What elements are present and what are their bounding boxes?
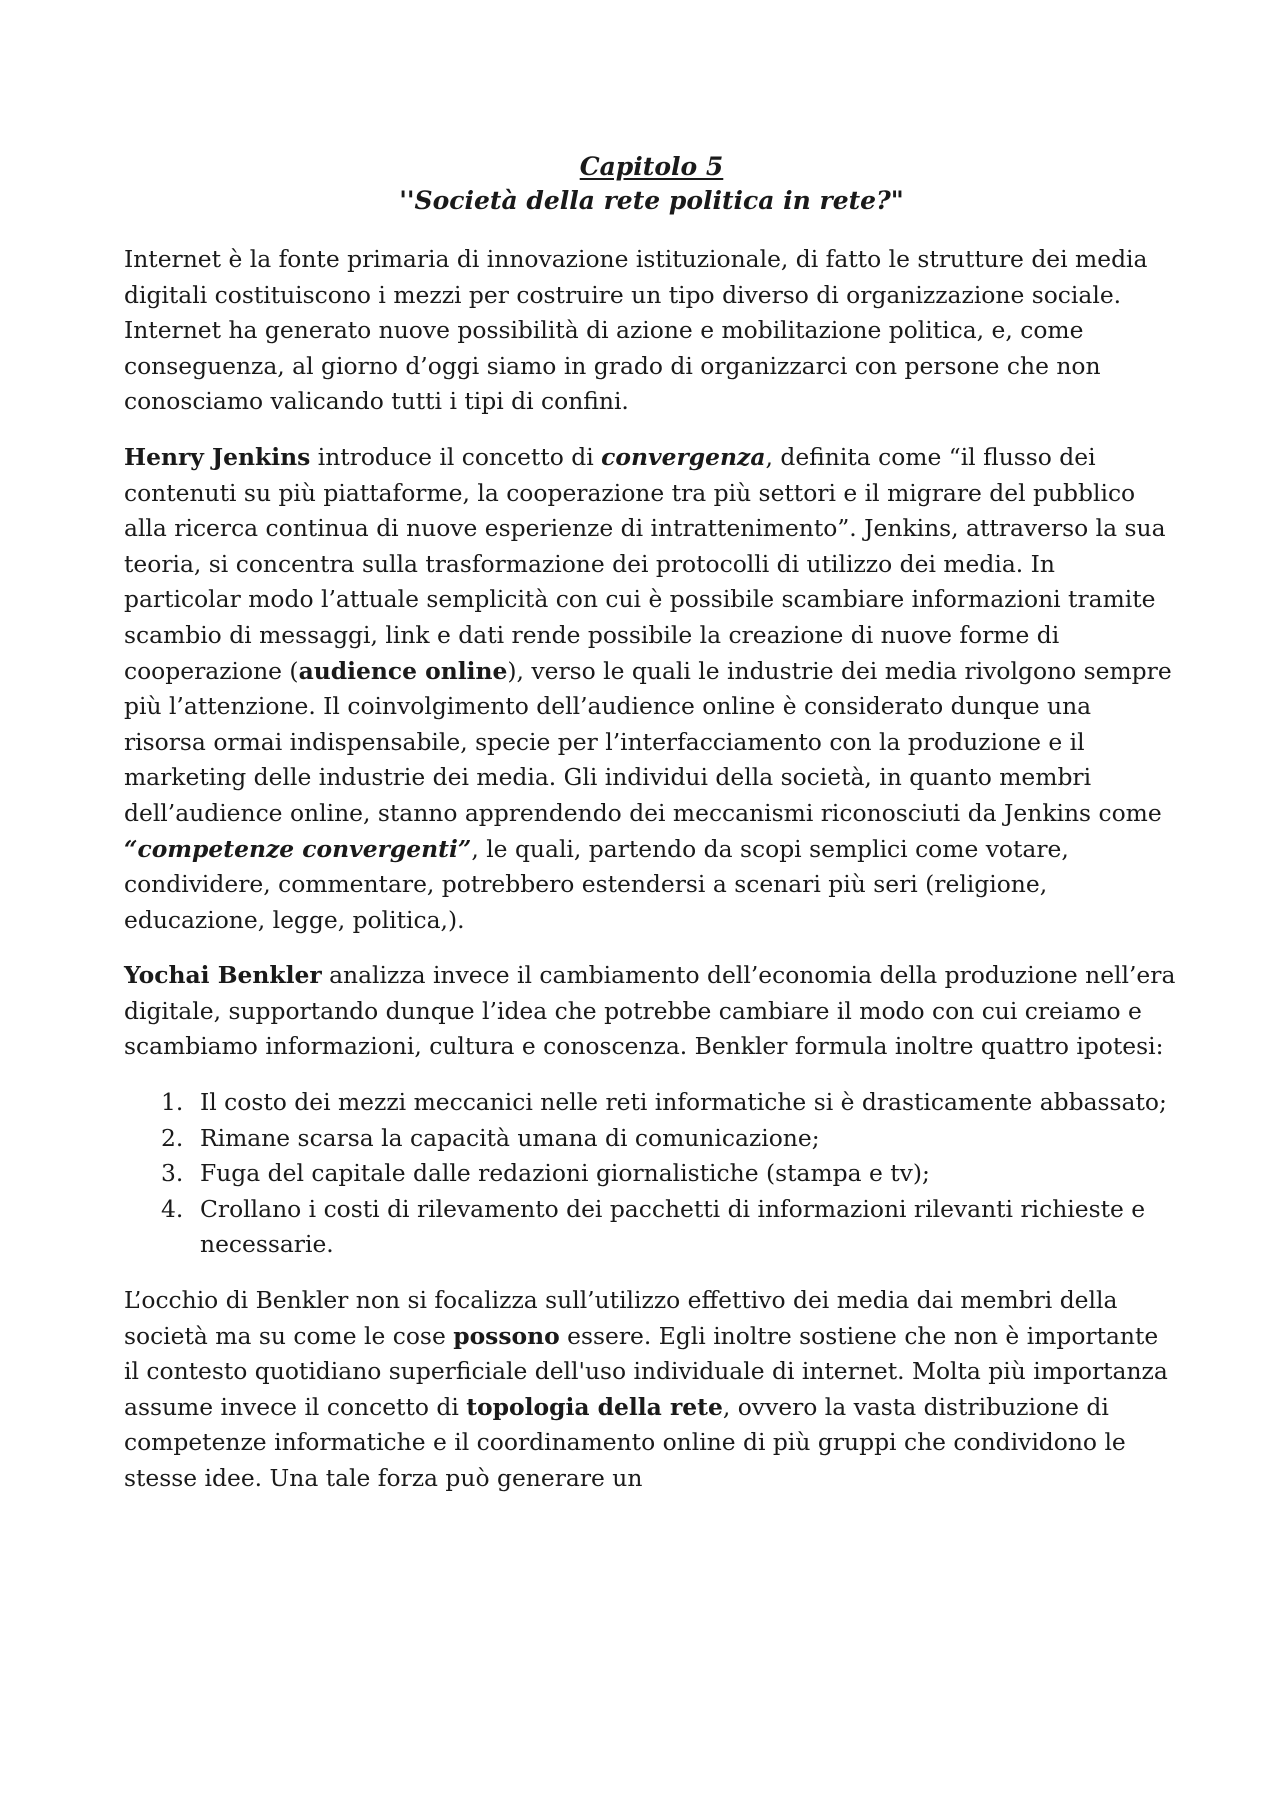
paragraph-text: L’occhio di Benkler non si focalizza sull’utilizzo effettivo dei media dai membri della società ma su come le cose — [124, 1286, 1118, 1350]
list-number: 2. — [161, 1123, 184, 1152]
paragraph-text: , le quali, partendo da scopi semplici come votare, condividere, commentare, potrebbero estendersi a scenari più seri (religione, educazione, legge, politica,). — [124, 834, 1069, 934]
hypotheses-list — [124, 1085, 1179, 1263]
paragraph-text: , ovvero la vasta distribuzione di competenze informatiche e il coordinamento online di più gruppi che condividono le stesse idee. Una tale forza può generare un — [124, 1392, 1126, 1492]
list-item — [124, 1192, 1179, 1263]
chapter-number: Capitolo 5 — [579, 152, 724, 181]
list-item — [124, 1121, 1179, 1157]
term-convergenza: convergenza — [601, 442, 766, 471]
term-competenze-convergenti: “competenze convergenti” — [124, 834, 472, 863]
list-text: Crollano i costi di rilevamento dei pacchetti di informazioni rilevanti richieste e necessarie. — [200, 1194, 1146, 1259]
chapter-title — [124, 150, 1179, 184]
list-item — [124, 1085, 1179, 1121]
chapter-subtitle: ''Società della rete politica in rete?" — [399, 186, 904, 215]
term-topologia-della-rete: topologia della rete — [466, 1392, 723, 1421]
list-text: Rimane scarsa la capacità umana di comunicazione; — [200, 1123, 820, 1152]
list-number: 1. — [161, 1088, 184, 1117]
paragraph-text: introduce il concetto di — [310, 442, 602, 471]
list-number: 3. — [161, 1159, 184, 1188]
paragraph-internet: Internet è la fonte primaria di innovazione istituzionale, di fatto le strutture dei media digitali costituiscono i mezzi per costruire un tipo diverso di organizzazione sociale. Internet ha generato nuove possibilità di azione e mobilitazione politica, e, come conseguenza, al giorno d’oggi siamo in grado di organizzarci con persone che non conosciamo valicando tutti i tipi di confini. — [124, 245, 1148, 416]
list-text: Fuga del capitale dalle redazioni giornalistiche (stampa e tv); — [200, 1159, 930, 1188]
author-name-jenkins: Henry Jenkins — [124, 442, 311, 471]
paragraph-benkler-focus — [124, 1283, 1179, 1497]
paragraph-text: , definita come “il flusso dei contenuti su più piattaforme, la cooperazione tra più settori e il migrare del pubblico alla ricerca continua di nuove esperienze di intrattenimento”. Jenkins, attraverso la sua teoria, si concentra sulla trasformazione dei protocolli di utilizzo dei media. In particolar modo l’attuale semplicità con cui è possibile scambiare informazioni tramite scambio di messaggi, link e dati rende possibile la creazione di nuove forme di cooperazione ( — [124, 442, 1166, 685]
paragraph-text: ), verso le quali le industrie dei media rivolgono sempre più l’attenzione. Il coinvolgimento dell’audience online è considerato dunque una risorsa ormai indispensabile, specie per l’interfacciamento con la produzione e il marketing delle industrie dei media. Gli individui della società, in quanto membri dell’audience online, stanno apprendendo dei meccanismi riconosciuti da Jenkins come — [124, 656, 1172, 827]
list-number: 4. — [161, 1194, 184, 1223]
term-possono: possono — [453, 1321, 560, 1350]
list-text: Il costo dei mezzi meccanici nelle reti informatiche si è drasticamente abbassato; — [200, 1088, 1167, 1117]
paragraph-text: analizza invece il cambiamento dell’economia della produzione nell’era digitale, supportando dunque l’idea che potrebbe cambiare il modo con cui creiamo e scambiamo informazioni, cultura e conoscenza. Benkler formula inoltre quattro ipotesi: — [124, 961, 1176, 1061]
list-item — [124, 1156, 1179, 1192]
page-content — [124, 150, 1179, 1497]
term-audience-online: audience online — [298, 656, 508, 685]
paragraph-text: essere. Egli inoltre sostiene che non è importante il contesto quotidiano superficiale dell'uso individuale di internet. Molta più importanza assume invece il concetto di — [124, 1321, 1168, 1421]
paragraph-benkler — [124, 958, 1179, 1065]
author-name-benkler: Yochai Benkler — [124, 961, 322, 990]
paragraph-jenkins — [124, 440, 1179, 938]
